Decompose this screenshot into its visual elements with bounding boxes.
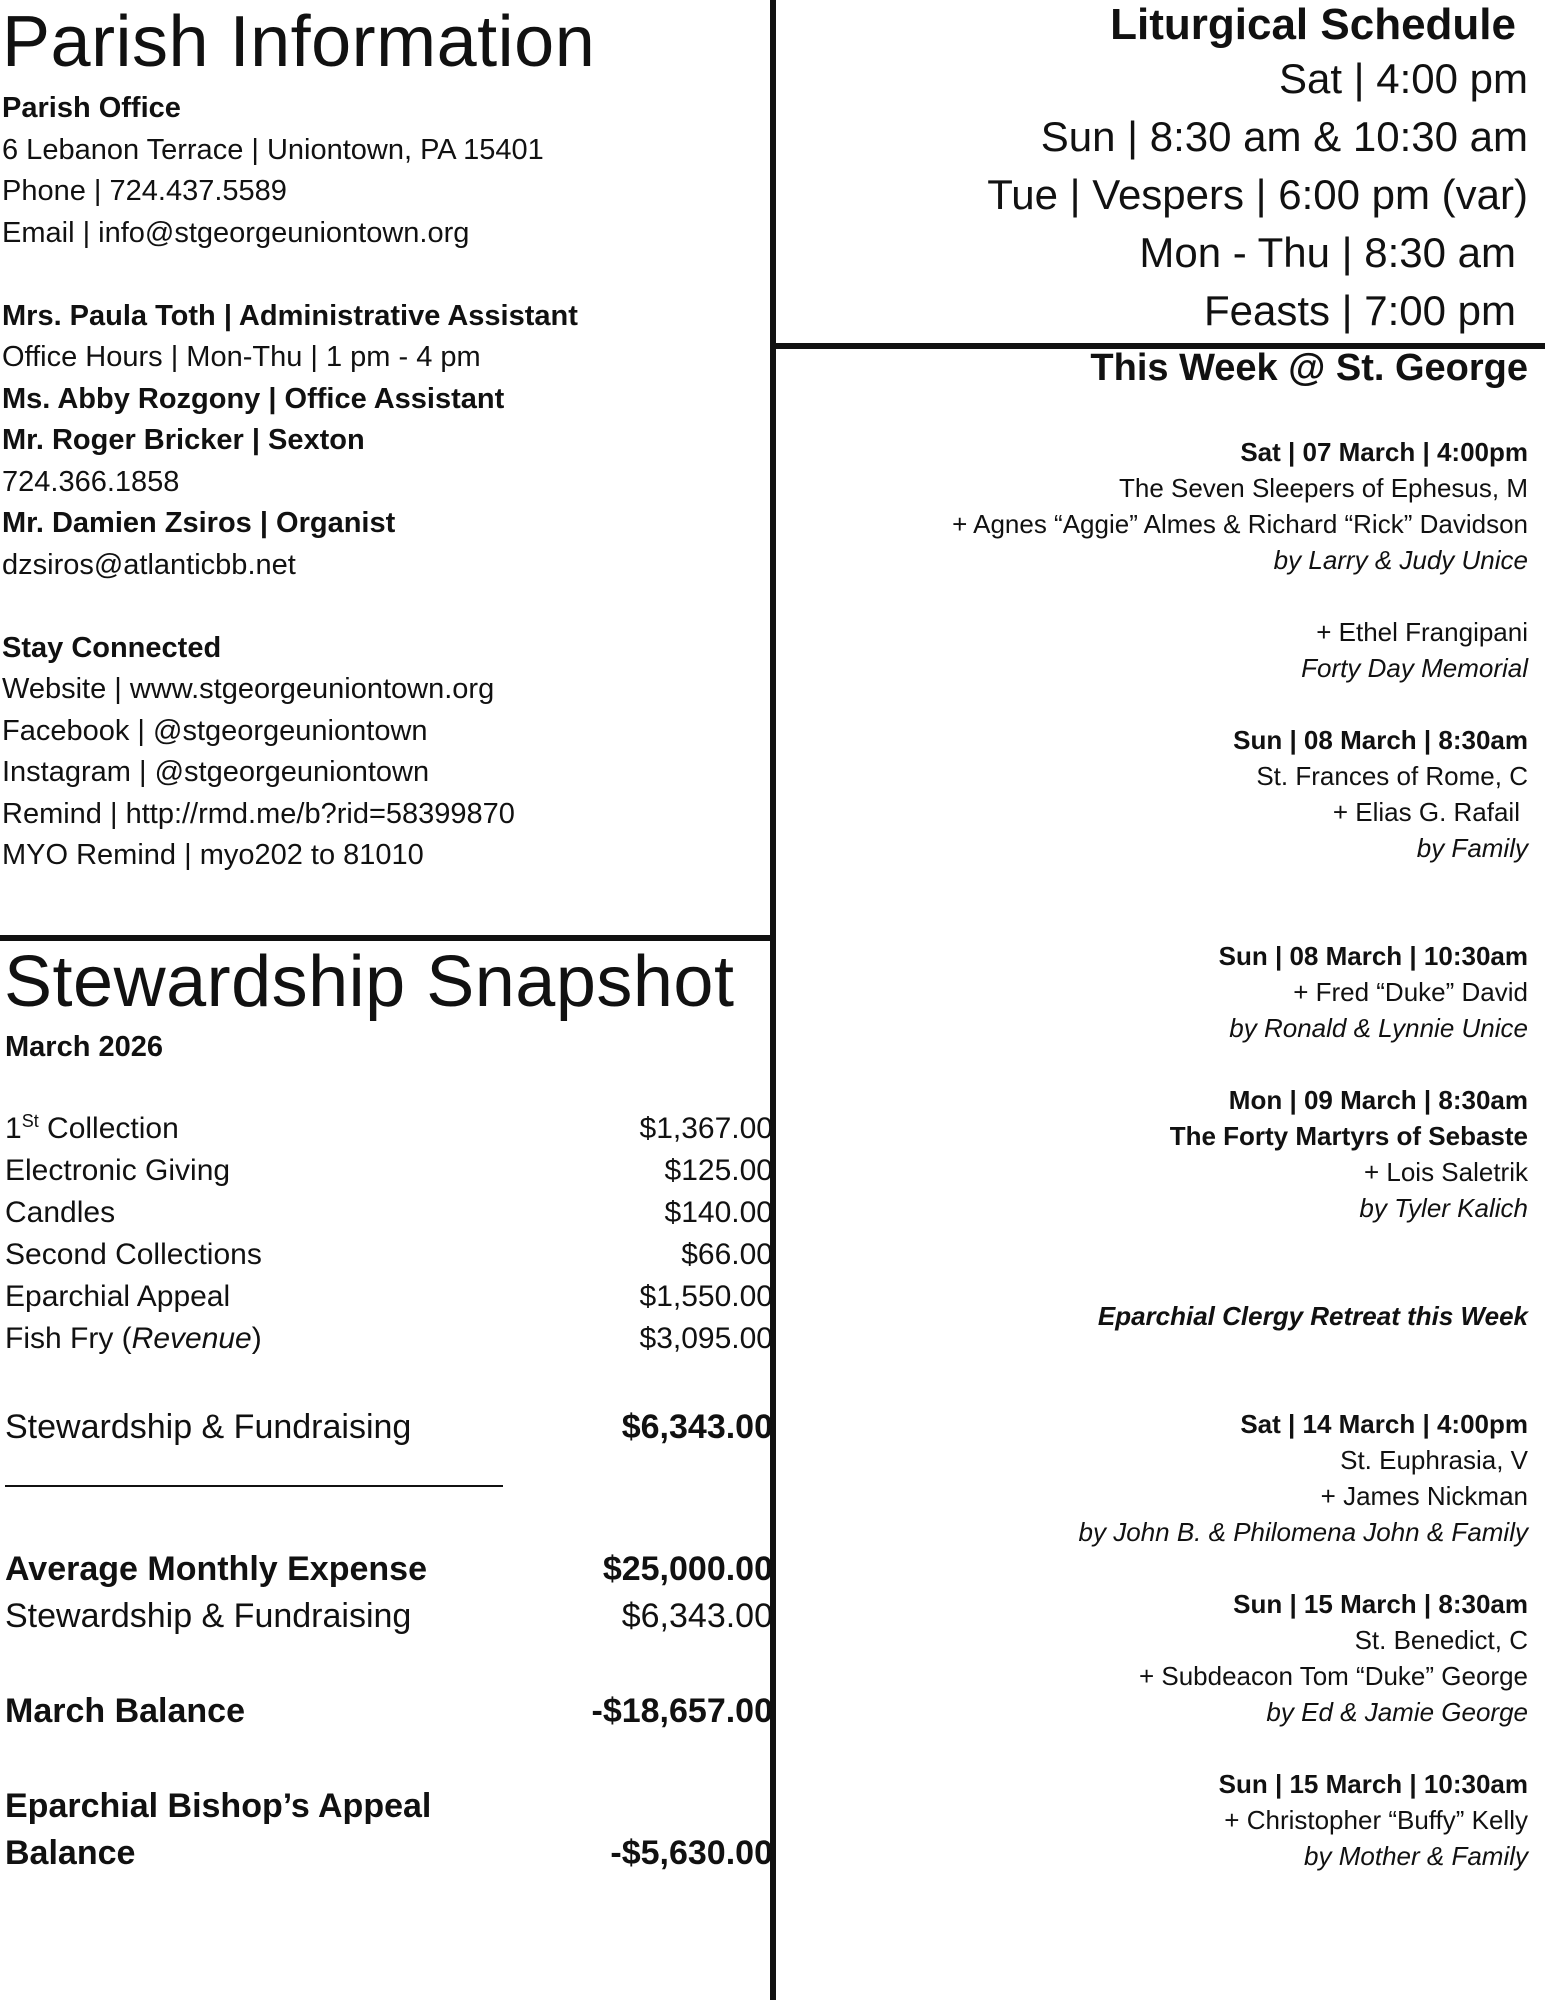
collection-row xyxy=(5,1276,773,1318)
event-intention: + Subdeacon Tom “Duke” George xyxy=(1138,1661,1528,1691)
schedule-row: Sat | 4:00 pm xyxy=(1278,55,1528,102)
collection-value: $66.00 xyxy=(681,1238,773,1271)
collection-value: $1,550.00 xyxy=(639,1280,773,1313)
collection-row xyxy=(5,1108,773,1150)
event-intention: + James Nickman xyxy=(1320,1481,1528,1511)
stewardship-title: Stewardship Snapshot xyxy=(4,942,735,1022)
event-item xyxy=(788,1586,1528,1730)
appeal-label: Balance xyxy=(5,1834,136,1872)
appeal-row xyxy=(5,1830,773,1877)
expense-label: Average Monthly Expense xyxy=(5,1550,427,1588)
event-by: by Mother & Family xyxy=(1304,1841,1528,1871)
connect-heading: Stay Connected xyxy=(2,631,222,664)
organist-email[interactable]: dzsiros@atlanticbb.net xyxy=(2,548,296,581)
collection-label: Second Collections xyxy=(5,1238,262,1271)
event-by: by Tyler Kalich xyxy=(1359,1193,1528,1223)
balance-label: March Balance xyxy=(5,1692,245,1730)
staff-organist: Mr. Damien Zsiros | Organist xyxy=(2,507,396,539)
event-when: Sun | 15 March | 10:30am xyxy=(1218,1769,1528,1799)
event-item xyxy=(788,722,1528,866)
event-item xyxy=(788,1406,1528,1550)
staff-sexton: Mr. Roger Bricker | Sexton xyxy=(2,424,365,456)
underline-divider xyxy=(5,1485,503,1487)
collection-value: $140.00 xyxy=(664,1196,773,1229)
fundraising-row xyxy=(5,1593,773,1640)
event-feast: St. Euphrasia, V xyxy=(1340,1445,1528,1475)
event-item xyxy=(788,1766,1528,1874)
event-feast: St. Frances of Rome, C xyxy=(1256,761,1528,791)
event-intention: + Agnes “Aggie” Almes & Richard “Rick” Davidson xyxy=(952,509,1528,539)
liturgical-schedule xyxy=(788,0,1528,340)
staff-office-assistant: Ms. Abby Rozgony | Office Assistant xyxy=(2,382,505,415)
collection-row xyxy=(5,1318,773,1360)
retreat-notice: Eparchial Clergy Retreat this Week xyxy=(1097,1301,1528,1331)
event-intention: + Christopher “Buffy” Kelly xyxy=(1224,1805,1528,1835)
collection-row xyxy=(5,1150,773,1192)
office-phone[interactable]: Phone | 724.437.5589 xyxy=(2,175,287,207)
event-by: by Larry & Judy Unice xyxy=(1273,545,1528,575)
balance-row xyxy=(5,1688,773,1735)
total-value: $6,343.00 xyxy=(621,1408,773,1446)
section-divider-left xyxy=(0,935,776,941)
event-when: Sat | 07 March | 4:00pm xyxy=(1240,437,1528,467)
collection-value: $3,095.00 xyxy=(639,1322,773,1355)
total-label: Stewardship & Fundraising xyxy=(5,1408,412,1446)
collection-label: Eparchial Appeal xyxy=(5,1280,231,1313)
staff-admin: Mrs. Paula Toth | Administrative Assistant xyxy=(2,299,578,332)
event-feast: The Forty Martyrs of Sebaste xyxy=(1169,1121,1528,1151)
fundraising-value: $6,343.00 xyxy=(621,1597,773,1635)
event-feast: The Seven Sleepers of Ephesus, M xyxy=(1118,473,1528,503)
facebook-link[interactable]: Facebook | @stgeorgeuniontown xyxy=(2,714,428,747)
parish-info-block xyxy=(2,88,762,877)
total-row xyxy=(5,1404,773,1451)
schedule-row: Sun | 8:30 am & 10:30 am xyxy=(1040,113,1528,160)
collection-label: Fish Fry (Revenue) xyxy=(5,1322,262,1355)
event-intention: + Ethel Frangipani xyxy=(1316,617,1528,647)
event-when: Sun | 15 March | 8:30am xyxy=(1233,1589,1528,1619)
event-by: by Family xyxy=(1416,833,1528,863)
collections-table xyxy=(5,1108,773,1360)
stewardship-month: March 2026 xyxy=(5,1031,163,1063)
this-week-title: This Week @ St. George xyxy=(1090,347,1528,389)
myo-remind: MYO Remind | myo202 to 81010 xyxy=(2,839,424,871)
instagram-link[interactable]: Instagram | @stgeorgeuniontown xyxy=(2,756,430,788)
appeal-value: -$5,630.00 xyxy=(610,1834,773,1872)
expense-row xyxy=(5,1546,773,1593)
collection-label: 1St Collection xyxy=(5,1111,179,1145)
collection-value: $125.00 xyxy=(664,1154,773,1187)
collection-label: Candles xyxy=(5,1196,116,1229)
this-week-list xyxy=(788,434,1528,1874)
remind-link[interactable]: Remind | http://rmd.me/b?rid=58399870 xyxy=(2,797,515,830)
schedule-row: Mon - Thu | 8:30 am xyxy=(1139,229,1516,276)
office-email[interactable]: Email | info@stgeorgeuniontown.org xyxy=(2,216,470,249)
schedule-row: Tue | Vespers | 6:00 pm (var) xyxy=(987,171,1528,218)
event-item xyxy=(788,1082,1528,1226)
collection-row xyxy=(5,1192,773,1234)
event-intention: + Lois Saletrik xyxy=(1363,1157,1528,1187)
collection-value: $1,367.00 xyxy=(639,1112,773,1145)
schedule-title: Liturgical Schedule xyxy=(1110,0,1516,49)
event-feast: St. Benedict, C xyxy=(1354,1625,1528,1655)
event-by: Forty Day Memorial xyxy=(1301,653,1528,683)
event-when: Sun | 08 March | 8:30am xyxy=(1233,725,1528,755)
office-hours: Office Hours | Mon-Thu | 1 pm - 4 pm xyxy=(2,341,481,373)
fundraising-label: Stewardship & Fundraising xyxy=(5,1597,412,1635)
event-when: Mon | 09 March | 8:30am xyxy=(1228,1085,1528,1115)
event-intention: + Fred “Duke” David xyxy=(1293,977,1528,1007)
office-address: 6 Lebanon Terrace | Uniontown, PA 15401 xyxy=(2,133,544,166)
collection-label: Electronic Giving xyxy=(5,1154,231,1187)
balance-value: -$18,657.00 xyxy=(591,1692,773,1730)
event-by: by Ronald & Lynnie Unice xyxy=(1229,1013,1528,1043)
sexton-phone[interactable]: 724.366.1858 xyxy=(2,465,180,498)
collection-row xyxy=(5,1234,773,1276)
expense-value: $25,000.00 xyxy=(602,1550,773,1588)
website-link[interactable]: Website | www.stgeorgeuniontown.org xyxy=(2,673,495,705)
office-heading: Parish Office xyxy=(2,92,181,124)
event-when: Sat | 14 March | 4:00pm xyxy=(1240,1409,1528,1439)
appeal-block xyxy=(5,1783,773,1877)
event-intention: + Elias G. Rafail xyxy=(1332,797,1520,827)
expense-block xyxy=(5,1546,773,1640)
schedule-row: Feasts | 7:00 pm xyxy=(1203,287,1516,334)
event-item xyxy=(788,938,1528,1046)
appeal-row xyxy=(5,1783,773,1830)
parish-info-title: Parish Information xyxy=(2,2,596,82)
event-when: Sun | 08 March | 10:30am xyxy=(1218,941,1528,971)
event-item xyxy=(788,434,1528,686)
event-by: by Ed & Jamie George xyxy=(1266,1697,1528,1727)
event-by: by John B. & Philomena John & Family xyxy=(1078,1517,1528,1547)
balance-block xyxy=(5,1688,773,1735)
stewardship-total xyxy=(5,1404,773,1451)
appeal-label: Eparchial Bishop’s Appeal xyxy=(5,1787,432,1825)
